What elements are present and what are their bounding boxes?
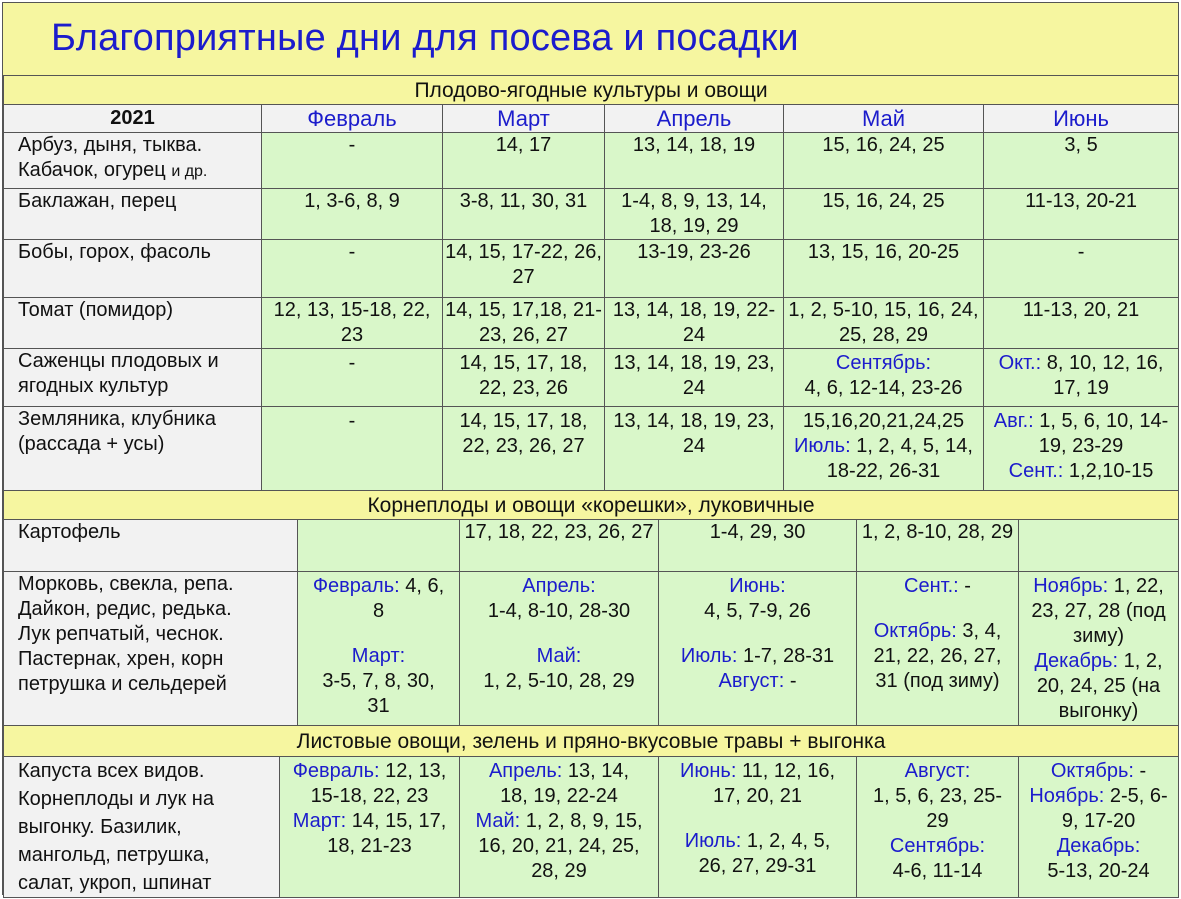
dates-cell: 3, 5 xyxy=(984,133,1179,189)
fruit-table xyxy=(3,75,1179,491)
dates-cell: 15, 16, 24, 25 xyxy=(784,133,984,189)
dates-cell: - xyxy=(262,349,443,407)
month-header: Март xyxy=(443,105,605,133)
table-row xyxy=(4,572,1179,726)
table-row xyxy=(4,407,1179,491)
dates-cell: Авг.: 1, 5, 6, 10, 14-19, 23-29 Сент.: 1,2,10-15 xyxy=(984,407,1179,491)
dates-cell xyxy=(298,520,460,572)
dates-cell: 14, 15, 17, 18, 22, 23, 26 xyxy=(443,349,605,407)
dates-cell: 13, 14, 18, 19, 23, 24 xyxy=(605,407,784,491)
dates-cell: 15,16,20,21,24,25 Июль: 1, 2, 4, 5, 14, 18-22, 26-31 xyxy=(784,407,984,491)
dates-cell: Апрель: 13, 14, 18, 19, 22-24 Май: 1, 2, 8, 9, 15, 16, 20, 21, 24, 25, 28, 29 xyxy=(460,757,659,898)
dates-cell: 12, 13, 15-18, 22, 23 xyxy=(262,298,443,349)
table-row xyxy=(4,133,1179,189)
dates-cell: 1, 2, 8-10, 28, 29 xyxy=(857,520,1019,572)
section-fruit: Плодово-ягодные культуры и овощи xyxy=(4,76,1179,105)
month-header: Апрель xyxy=(605,105,784,133)
dates-cell: Апрель: 1-4, 8-10, 28-30 Май: 1, 2, 5-10, 28, 29 xyxy=(460,572,659,726)
dates-cell: 14, 15, 17,18, 21-23, 26, 27 xyxy=(443,298,605,349)
month-header: Июнь xyxy=(984,105,1179,133)
crop-label: Картофель xyxy=(4,520,298,572)
dates-cell: Сентябрь: 4, 6, 12-14, 23-26 xyxy=(784,349,984,407)
table-row xyxy=(4,240,1179,298)
dates-cell: 13-19, 23-26 xyxy=(605,240,784,298)
dates-cell: 14, 15, 17, 18, 22, 23, 26, 27 xyxy=(443,407,605,491)
dates-cell: Октябрь: - Ноябрь: 2-5, 6-9, 17-20 Декабрь: 5-13, 20-24 xyxy=(1019,757,1179,898)
crop-label: Саженцы плодовых и ягодных культур xyxy=(4,349,262,407)
dates-cell: 1-4, 8, 9, 13, 14, 18, 19, 29 xyxy=(605,189,784,240)
year-cell: 2021 xyxy=(4,105,262,133)
dates-cell: 11-13, 20, 21 xyxy=(984,298,1179,349)
title-bar xyxy=(3,3,1178,76)
dates-cell: 14, 15, 17-22, 26, 27 xyxy=(443,240,605,298)
crop-label: Морковь, свекла, репа. Дайкон, редис, редька. Лук репчатый, чеснок. Пастернак, хрен, корн петрушка и сельдерей xyxy=(4,572,298,726)
table-row xyxy=(4,349,1179,407)
dates-cell: 14, 17 xyxy=(443,133,605,189)
crop-label: Земляника, клубника (рассада + усы) xyxy=(4,407,262,491)
table-row xyxy=(4,520,1179,572)
dates-cell: Февраль: 4, 6, 8 Март: 3-5, 7, 8, 30, 31 xyxy=(298,572,460,726)
dates-cell: - xyxy=(262,240,443,298)
month-header: Май xyxy=(784,105,984,133)
month-header: Февраль xyxy=(262,105,443,133)
dates-cell: Ноябрь: 1, 22, 23, 27, 28 (под зиму) Декабрь: 1, 2, 20, 24, 25 (на выгонку) xyxy=(1019,572,1179,726)
dates-cell: 1-4, 29, 30 xyxy=(659,520,857,572)
dates-cell: 17, 18, 22, 23, 26, 27 xyxy=(460,520,659,572)
dates-cell: 1, 2, 5-10, 15, 16, 24, 25, 28, 29 xyxy=(784,298,984,349)
section-roots: Корнеплоды и овощи «корешки», луковичные xyxy=(4,491,1179,520)
dates-cell: - xyxy=(262,133,443,189)
page-title: Благоприятные дни для посева и посадки xyxy=(51,17,799,59)
calendar-sheet xyxy=(2,2,1179,895)
crop-label: Капуста всех видов. Корнеплоды и лук на выгонку. Базилик, мангольд, петрушка, салат, укроп, шпинат xyxy=(4,757,280,898)
dates-cell: 15, 16, 24, 25 xyxy=(784,189,984,240)
dates-cell: - xyxy=(984,240,1179,298)
dates-cell xyxy=(1019,520,1179,572)
dates-cell: Сент.: - Октябрь: 3, 4, 21, 22, 26, 27, 31 (под зиму) xyxy=(857,572,1019,726)
dates-cell: Окт.: 8, 10, 12, 16, 17, 19 xyxy=(984,349,1179,407)
table-row xyxy=(4,189,1179,240)
leafy-table xyxy=(3,725,1179,898)
dates-cell: 11-13, 20-21 xyxy=(984,189,1179,240)
dates-cell: 13, 14, 18, 19 xyxy=(605,133,784,189)
crop-label: Баклажан, перец xyxy=(4,189,262,240)
dates-cell: 3-8, 11, 30, 31 xyxy=(443,189,605,240)
dates-cell: Февраль: 12, 13, 15-18, 22, 23 Март: 14, 15, 17, 18, 21-23 xyxy=(280,757,460,898)
crop-label: Томат (помидор) xyxy=(4,298,262,349)
dates-cell: 13, 14, 18, 19, 23, 24 xyxy=(605,349,784,407)
section-leafy: Листовые овощи, зелень и пряно-вкусовые травы + выгонка xyxy=(4,726,1179,757)
dates-cell: 13, 15, 16, 20-25 xyxy=(784,240,984,298)
table-row xyxy=(4,298,1179,349)
dates-cell: 13, 14, 18, 19, 22-24 xyxy=(605,298,784,349)
roots-table xyxy=(3,490,1179,726)
crop-label: Бобы, горох, фасоль xyxy=(4,240,262,298)
dates-cell: - xyxy=(262,407,443,491)
dates-cell: 1, 3-6, 8, 9 xyxy=(262,189,443,240)
dates-cell: Август: 1, 5, 6, 23, 25-29 Сентябрь: 4-6, 11-14 xyxy=(857,757,1019,898)
table-row xyxy=(4,757,1179,898)
crop-label: Арбуз, дыня, тыква. Кабачок, огурец и др. xyxy=(4,133,262,189)
dates-cell: Июнь: 11, 12, 16, 17, 20, 21 Июль: 1, 2, 4, 5, 26, 27, 29-31 xyxy=(659,757,857,898)
dates-cell: Июнь: 4, 5, 7-9, 26 Июль: 1-7, 28-31 Август: - xyxy=(659,572,857,726)
